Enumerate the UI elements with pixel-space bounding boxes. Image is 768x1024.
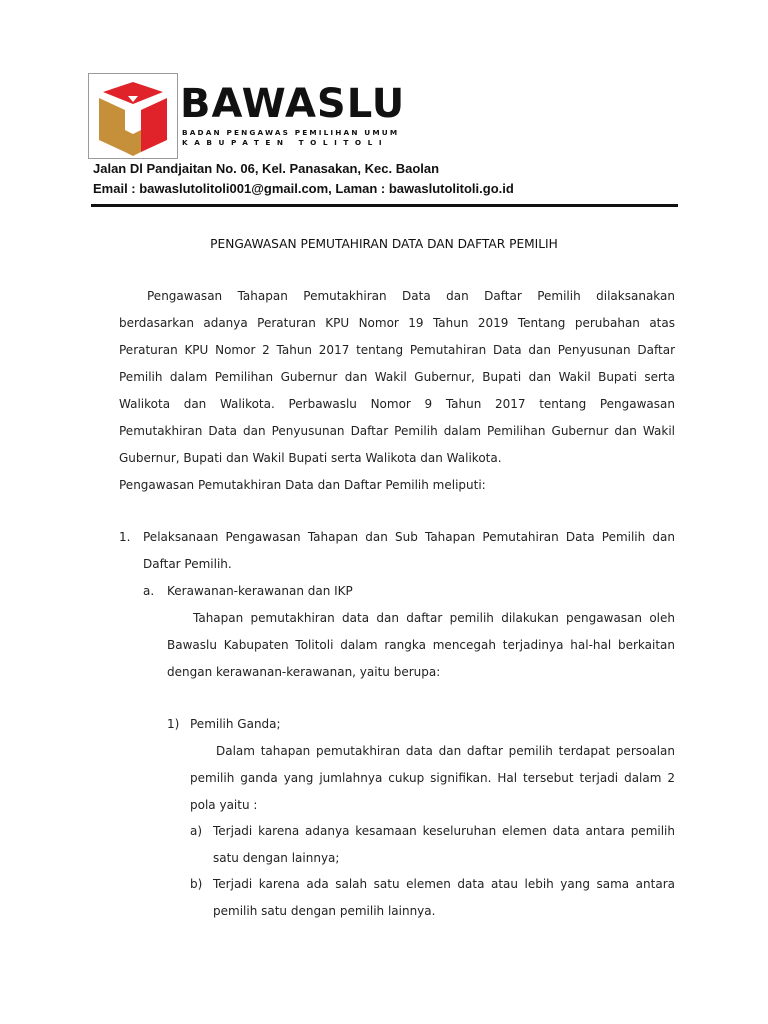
- brand-name: BAWASLU: [180, 81, 406, 127]
- document-title: PENGAWASAN PEMUTAHIRAN DATA DAN DAFTAR PEMILIH: [210, 237, 558, 251]
- list-item-line: dengan kerawanan-kerawanan, yaitu berupa:: [167, 665, 441, 679]
- brand-subtitle-agency: BADAN PENGAWAS PEMILIHAN UMUM: [182, 128, 400, 137]
- office-contact: Email : bawaslutolitoli001@gmail.com, Laman : bawaslutolitoli.go.id: [93, 181, 514, 196]
- intro-line: Pemilih dalam Pemilihan Gubernur dan Wakil Gubernur, Bupati dan Wakil Bupati serta: [119, 370, 675, 384]
- list-item-a: [167, 578, 675, 686]
- list-item-line: pemilih satu dengan pemilih lainnya.: [213, 904, 436, 918]
- office-address: Jalan Dl Pandjaitan No. 06, Kel. Panasakan, Kec. Baolan: [93, 161, 440, 176]
- list-item-line: Tahapan pemutakhiran data dan daftar pemilih dilakukan pengawasan oleh: [193, 611, 675, 625]
- list-item-heading: Kerawanan-kerawanan dan IKP: [167, 584, 353, 598]
- intro-line: Walikota dan Walikota. Perbawaslu Nomor 9 Tahun 2017 tentang Pengawasan: [119, 397, 675, 411]
- list-marker-a-paren: a): [190, 824, 203, 838]
- list-marker-a: a.: [143, 584, 155, 598]
- list-item-line: Pelaksanaan Pengawasan Tahapan dan Sub Tahapan Pemutahiran Data Pemilih dan: [143, 530, 675, 544]
- list-item-heading: Pemilih Ganda;: [190, 717, 281, 731]
- list-marker-1-paren: 1): [167, 717, 180, 731]
- list-item-line: pemilih ganda yang jumlahnya cukup signifikan. Hal tersebut terjadi dalam 2: [190, 771, 675, 785]
- list-item-line: Daftar Pemilih.: [143, 557, 232, 571]
- brand-subtitle-regency: KABUPATEN TOLITOLI: [182, 138, 389, 147]
- list-item-b-paren: [213, 871, 675, 925]
- list-marker-b-paren: b): [190, 877, 203, 891]
- intro-tail-line: Pengawasan Pemutakhiran Data dan Daftar Pemilih meliputi:: [119, 478, 486, 492]
- list-item-line: pola yaitu :: [190, 798, 258, 812]
- list-marker-1: 1.: [119, 530, 131, 544]
- list-item-line: Dalam tahapan pemutakhiran data dan daftar pemilih terdapat persoalan: [216, 744, 675, 758]
- list-item-1: [143, 524, 675, 578]
- intro-line: berdasarkan adanya Peraturan KPU Nomor 19 Tahun 2019 Tentang perubahan atas: [119, 316, 675, 330]
- intro-line: Pengawasan Tahapan Pemutakhiran Data dan Daftar Pemilih dilaksanakan: [147, 289, 675, 303]
- intro-line: Peraturan KPU Nomor 2 Tahun 2017 tentang Pemutahiran Data dan Penyusunan Daftar: [119, 343, 675, 357]
- list-item-line: Bawaslu Kabupaten Tolitoli dalam rangka mencegah terjadinya hal-hal berkaitan: [167, 638, 675, 652]
- list-item-a-paren: [213, 818, 675, 872]
- list-item-line: Terjadi karena ada salah satu elemen data atau lebih yang sama antara: [213, 877, 675, 891]
- letterhead-divider: [91, 204, 678, 207]
- list-item-line: Terjadi karena adanya kesamaan keseluruhan elemen data antara pemilih: [213, 824, 675, 838]
- ballot-box-icon: [95, 80, 171, 156]
- list-item-line: satu dengan lainnya;: [213, 851, 340, 865]
- list-item-1-paren: [190, 711, 675, 819]
- bawaslu-logo: [88, 73, 178, 159]
- intro-line: Gubernur, Bupati dan Wakil Bupati serta Walikota dan Walikota.: [119, 451, 502, 465]
- intro-line: Pemutakhiran Data dan Penyusunan Daftar Pemilih dalam Pemilihan Gubernur dan Wakil: [119, 424, 675, 438]
- intro-paragraph: [119, 283, 675, 499]
